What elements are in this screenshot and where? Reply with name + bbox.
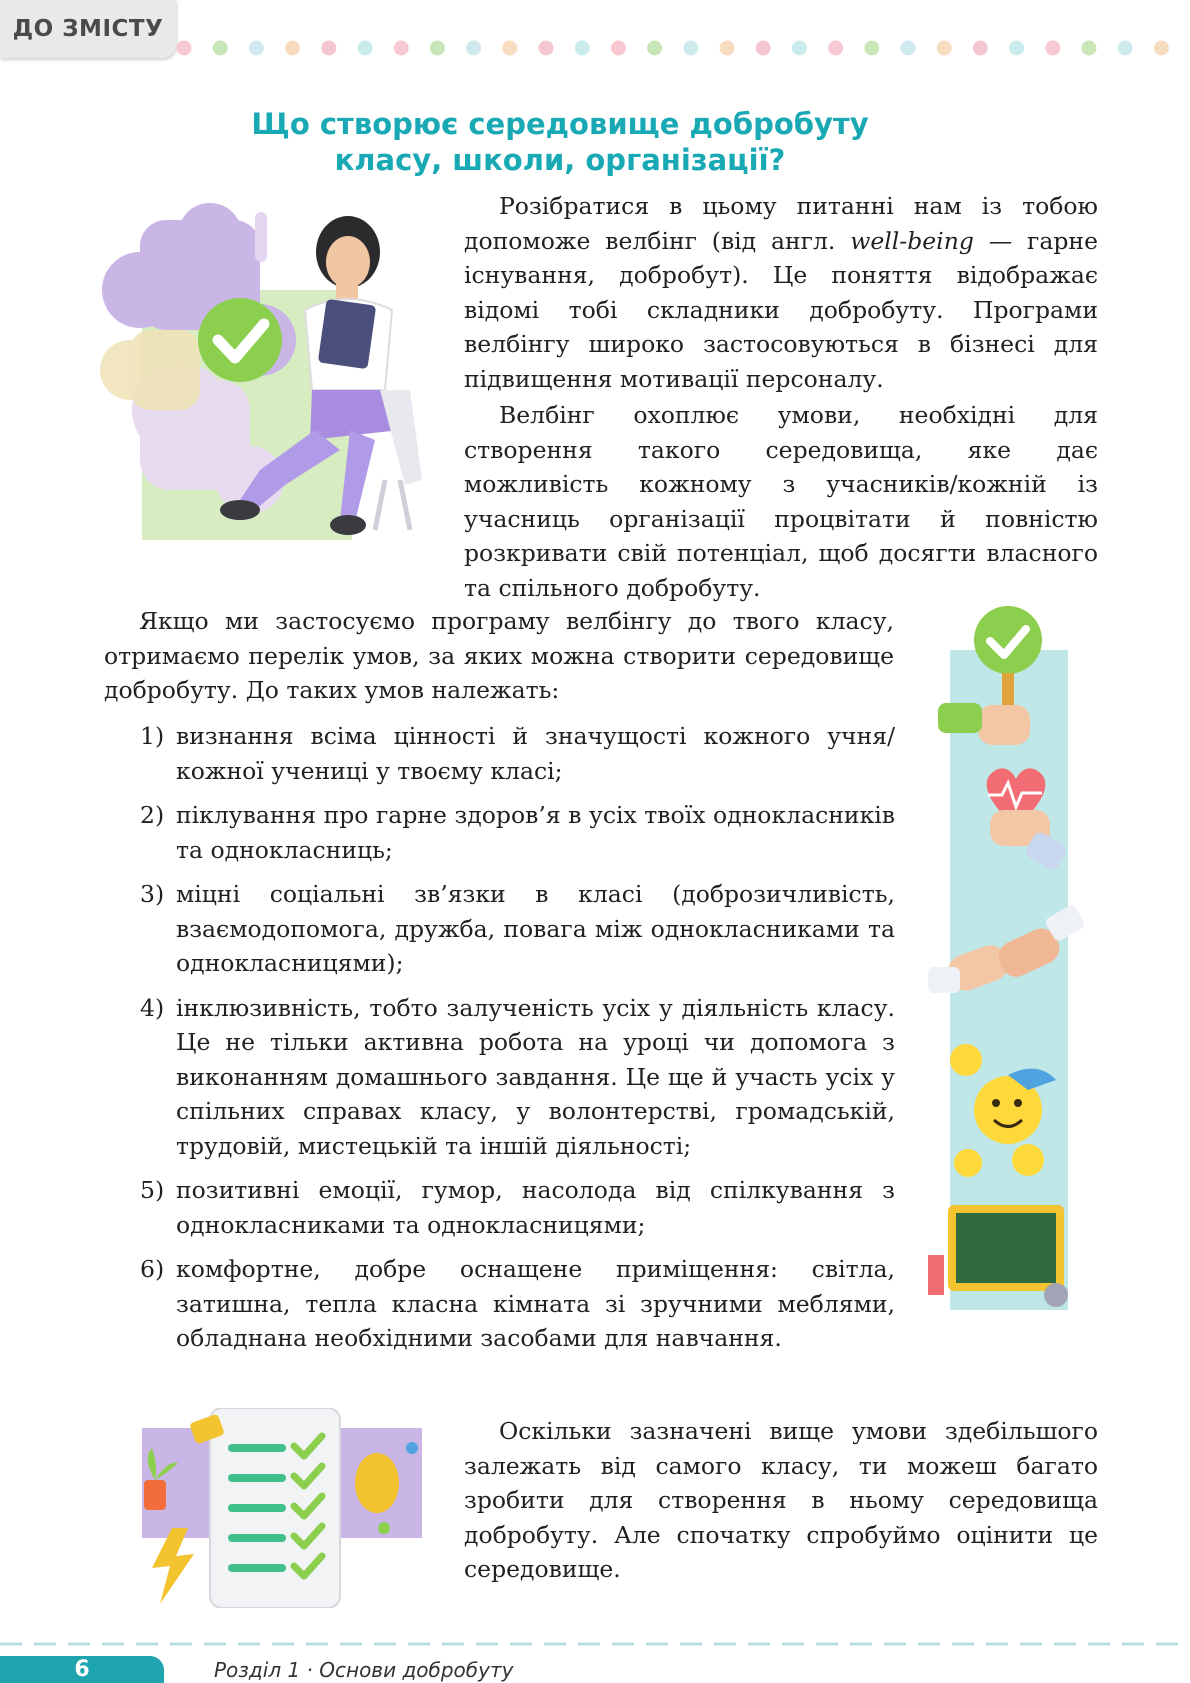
header-dot [792,41,807,56]
header-dot [611,41,626,56]
header-dot [358,41,373,56]
intro-text-after-term: — гарне існування, добробут). Це поняття відображає відомі тобі складники добробуту. Програми велбінгу широко застосовуються в бізнесі для підвищення мотивації персоналу. [464,226,1098,393]
conditions-lead-paragraph: Якщо ми застосуємо програму велбінгу до твого класу, отримаємо перелік умов, за яких можна створити середовище добробуту. До таких умов належать: [104,607,894,704]
header-dot [575,41,590,56]
list-item [140,877,895,981]
list-item [140,991,895,1164]
header-dot [321,41,336,56]
header-dot [828,41,843,56]
header-dot [285,41,300,56]
list-item-text: міцні соціальні зв’язки в класі (доброзичливість, взаємодопомога, дружба, повага між однокласниками та однокласницями); [176,880,895,977]
header-dot [937,41,952,56]
header-dot [1082,41,1097,56]
list-item-number: 2) [140,801,165,829]
header-dot [973,41,988,56]
header-dot [177,41,192,56]
closing-paragraph: Оскільки зазначені вище умови здебільшого залежать від самого класу, ти можеш багато зробити для створення в ньому середовища добробуту. Але спочатку спробуймо оцінити це середовище. [464,1417,1098,1583]
toc-button[interactable]: ДО ЗМІСТУ [0,0,176,58]
header-dot [539,41,554,56]
intro-text-before-term: Розібратися в цьому питанні нам із тобою допоможе велбінг (від англ. [464,192,1098,255]
list-item [140,798,895,867]
header-dot [430,41,445,56]
page-title: Що створює середовище добробуту класу, школи, організації? [251,107,869,177]
page-number: 6 [0,1656,164,1683]
header-dot [213,41,228,56]
wellbeing-icons-column [918,605,1098,1395]
list-item-number: 6) [140,1255,165,1283]
header-dot [756,41,771,56]
list-item-text: інклюзивність, тобто залученість усіх у діяльність класу. Це не тільки активна робота на уроці чи допомога з виконанням домашнього завдання. Це ще й участь усіх у спільних справах класу, у волонтерстві, громадській, трудовій, мистецькій та іншій діяльності; [176,993,895,1160]
header-dot [1118,41,1133,56]
woman-with-puzzle-illustration [100,200,440,580]
header-dot [683,41,698,56]
list-item-text: комфортне, добре оснащене приміщення: світла, затишна, тепла класна кімната зі зручними меблями, обладнана необхідними засобами для навчання. [176,1255,895,1352]
header-dot [720,41,735,56]
header-dot [647,41,662,56]
header-dot [502,41,517,56]
list-item [140,1173,895,1242]
header-dot [901,41,916,56]
section-title: Розділ 1 · Основи добробуту [214,1658,514,1682]
list-item-text: позитивні емоції, гумор, насолода від спілкування з однокласниками та однокласницями; [176,1176,895,1239]
header-dot-row [176,40,1186,56]
list-item-number: 1) [140,722,165,750]
list-item-number: 5) [140,1176,165,1204]
header-dot [1154,41,1169,56]
intro-term: well-being [850,226,974,255]
list-item-number: 4) [140,993,165,1022]
header-dot [466,41,481,56]
checklist-illustration [122,1408,442,1608]
intro-paragraph-1 [464,189,1098,396]
list-item [140,1252,895,1356]
intro-paragraph-2: Велбінг охоплює умови, необхідні для створення такого середовища, яке дає можливість кожному з учасників/кожній із учасниць організації процвітати й повністю розкривати свій потенціал, щоб досягти власного та спільного добробуту. [464,401,1098,602]
conditions-list [140,719,895,1366]
header-dot [1045,41,1060,56]
list-item-text: піклування про гарне здоров’я в усіх твоїх однокласників та однокласниць; [176,801,895,864]
footer-dashed-line [0,1641,1190,1647]
list-item-number: 3) [140,880,165,908]
header-dot [864,41,879,56]
list-item-text: визнання всіма цінності й значущості кожного учня/кожної учениці у твоєму класі; [176,722,895,785]
header-dot [249,41,264,56]
list-item [140,719,895,788]
header-dot [394,41,409,56]
header-dot [1009,41,1024,56]
